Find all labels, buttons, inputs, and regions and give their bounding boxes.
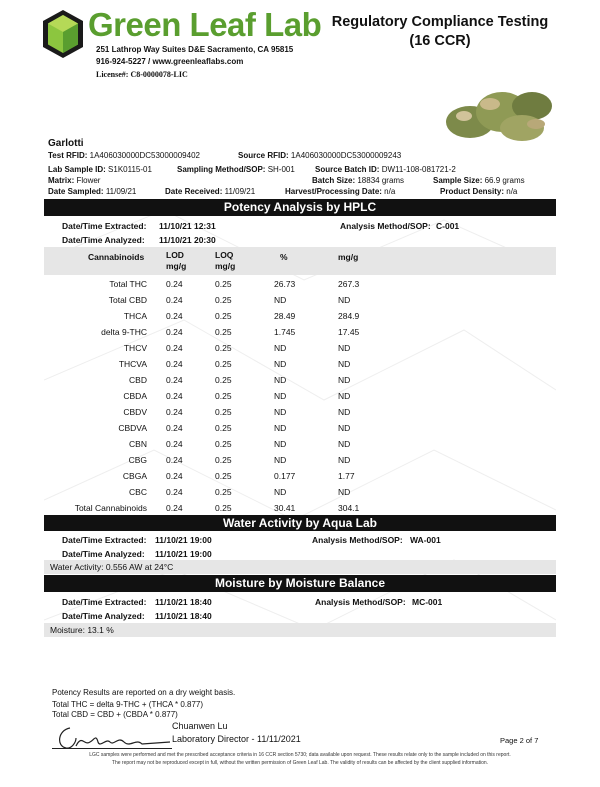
moisture-section-title: Moisture by Moisture Balance [44, 575, 556, 592]
cell-name: Total CBD [108, 295, 147, 305]
total-thc-formula: Total THC = delta 9-THC + (THCA * 0.877) [52, 700, 204, 709]
moisture-extracted-value: 11/10/21 18:40 [155, 597, 212, 607]
table-row [44, 420, 556, 436]
table-row [44, 340, 556, 356]
cell-name: Total Cannabinoids [74, 503, 147, 513]
cell-mgg: ND [338, 375, 351, 385]
cell-name: CBG [128, 455, 147, 465]
date-sampled: Date Sampled: 11/09/21 [48, 187, 137, 196]
cell-loq: 0.25 [215, 327, 232, 337]
table-row [44, 404, 556, 420]
moisture-method-label: Analysis Method/SOP: [315, 597, 406, 607]
potency-method-value: C-001 [436, 221, 460, 231]
page-number: Page 2 of 7 [500, 736, 539, 745]
table-row [44, 484, 556, 500]
cell-pct: ND [274, 407, 287, 417]
disclaimer-line1: LGC samples were performed and met the prescribed acceptance criteria in 16 CCR section 5730; data available upon request. These results relate only to the sample included on this report. [89, 752, 511, 758]
table-row [44, 452, 556, 468]
cell-pct: 1.745 [274, 327, 296, 337]
cell-loq: 0.25 [215, 311, 232, 321]
cell-lod: 0.24 [166, 471, 183, 481]
col-percent: % [280, 252, 288, 262]
cell-name: CBDA [123, 391, 147, 401]
water-extracted-label: Date/Time Extracted: [62, 535, 147, 545]
cell-mgg: ND [338, 295, 351, 305]
col-loq: LOQ [215, 250, 234, 260]
potency-section-title: Potency Analysis by HPLC [44, 199, 556, 216]
cell-loq: 0.25 [215, 279, 232, 289]
table-row [44, 292, 556, 308]
lab-sample-id: Lab Sample ID: S1K0115-01 [48, 165, 152, 174]
table-row [44, 356, 556, 372]
moisture-analyzed-label: Date/Time Analyzed: [62, 611, 145, 621]
signature-line [52, 748, 172, 749]
cell-mgg: 267.3 [338, 279, 360, 289]
cell-name: CBD [129, 375, 147, 385]
dry-weight-note: Potency Results are reported on a dry weight basis. [52, 688, 236, 697]
water-analyzed-value: 11/10/21 19:00 [155, 549, 212, 559]
cell-lod: 0.24 [166, 407, 183, 417]
cell-name: CBGA [122, 471, 147, 481]
cell-lod: 0.24 [166, 487, 183, 497]
total-cbd-formula: Total CBD = CBD + (CBDA * 0.877) [52, 710, 178, 719]
moisture-extracted-label: Date/Time Extracted: [62, 597, 147, 607]
cell-loq: 0.25 [215, 455, 232, 465]
potency-analyzed-value: 11/10/21 20:30 [159, 235, 216, 245]
water-analyzed-label: Date/Time Analyzed: [62, 549, 145, 559]
logo-hexagon-icon [43, 10, 83, 58]
product-density: Product Density: n/a [440, 187, 518, 196]
table-row [44, 436, 556, 452]
table-row [44, 324, 556, 340]
cell-pct: ND [274, 439, 287, 449]
potency-analyzed-label: Date/Time Analyzed: [62, 235, 145, 245]
cell-name: THCV [123, 343, 147, 353]
cell-mgg: ND [338, 391, 351, 401]
cell-lod: 0.24 [166, 327, 183, 337]
potency-extracted-value: 11/10/21 12:31 [159, 221, 216, 231]
cell-loq: 0.25 [215, 503, 232, 513]
cell-pct: ND [274, 423, 287, 433]
cell-lod: 0.24 [166, 375, 183, 385]
harvest-date: Harvest/Processing Date: n/a [285, 187, 396, 196]
moisture-analyzed-value: 11/10/21 18:40 [155, 611, 212, 621]
col-loq-unit: mg/g [215, 261, 236, 271]
signer-title: Laboratory Director - 11/11/2021 [172, 734, 301, 744]
cell-lod: 0.24 [166, 311, 183, 321]
cell-pct: 26.73 [274, 279, 296, 289]
cell-name: CBDVA [118, 423, 147, 433]
cell-name: THCA [123, 311, 147, 321]
cell-mgg: ND [338, 343, 351, 353]
lab-license: License#: C8-0000078-LIC [96, 70, 188, 79]
table-row [44, 468, 556, 484]
water-method-value: WA-001 [410, 535, 441, 545]
cell-loq: 0.25 [215, 375, 232, 385]
sample-flower-image [440, 82, 556, 144]
cell-lod: 0.24 [166, 455, 183, 465]
potency-extracted-label: Date/Time Extracted: [62, 221, 147, 231]
cell-loq: 0.25 [215, 391, 232, 401]
cell-mgg: 304.1 [338, 503, 360, 513]
cell-name: Total THC [109, 279, 147, 289]
disclaimer-line2: The report may not be reproduced except in full, without the written permission of Green Leaf Lab. The validity of results can be affected by the client supplied information. [111, 760, 489, 766]
cell-mgg: 284.9 [338, 311, 360, 321]
cell-mgg: ND [338, 359, 351, 369]
cell-loq: 0.25 [215, 487, 232, 497]
col-lod: LOD [166, 250, 184, 260]
cell-pct: ND [274, 455, 287, 465]
cell-name: CBDV [123, 407, 147, 417]
cell-pct: 28.49 [274, 311, 296, 321]
cell-mgg: ND [338, 407, 351, 417]
sampling-method: Sampling Method/SOP: SH-001 [177, 165, 295, 174]
cell-loq: 0.25 [215, 423, 232, 433]
col-lod-unit: mg/g [166, 261, 187, 271]
lab-address: 251 Lathrop Way Suites D&E Sacramento, CA 95815 [96, 45, 294, 54]
cell-lod: 0.24 [166, 391, 183, 401]
cell-pct: ND [274, 359, 287, 369]
table-row [44, 388, 556, 404]
test-rfid: Test RFID: 1A406030000DC53000009402 [48, 151, 200, 160]
cell-mgg: ND [338, 455, 351, 465]
cell-pct: ND [274, 375, 287, 385]
source-batch-id: Source Batch ID: DW11-108-081721-2 [315, 165, 456, 174]
source-rfid: Source RFID: 1A406030000DC53000009243 [238, 151, 402, 160]
table-row [44, 500, 556, 516]
cell-lod: 0.24 [166, 279, 183, 289]
date-received: Date Received: 11/09/21 [165, 187, 256, 196]
lab-name: Green Leaf Lab [88, 6, 322, 43]
water-activity-result: Water Activity: 0.556 AW at 24°C [44, 560, 556, 574]
water-method-label: Analysis Method/SOP: [312, 535, 403, 545]
cell-loq: 0.25 [215, 359, 232, 369]
sample-name: Garlotti [48, 138, 84, 149]
cell-pct: 30.41 [274, 503, 296, 513]
signer-name: Chuanwen Lu [172, 721, 228, 731]
potency-method-label: Analysis Method/SOP: [340, 221, 431, 231]
cell-loq: 0.25 [215, 471, 232, 481]
col-mgg: mg/g [338, 252, 359, 262]
cell-lod: 0.24 [166, 423, 183, 433]
cell-lod: 0.24 [166, 343, 183, 353]
lab-contact: 916-924-5227 / www.greenleaflabs.com [96, 57, 244, 66]
table-row [44, 276, 556, 292]
cell-pct: ND [274, 487, 287, 497]
cell-pct: ND [274, 391, 287, 401]
report-title: Regulatory Compliance Testing [331, 14, 549, 30]
cell-lod: 0.24 [166, 503, 183, 513]
matrix: Matrix: Flower [48, 176, 101, 185]
water-extracted-value: 11/10/21 19:00 [155, 535, 212, 545]
water-section-title: Water Activity by Aqua Lab [44, 515, 556, 531]
potency-table-header [44, 247, 556, 275]
report-subtitle: (16 CCR) [409, 33, 471, 49]
cell-mgg: 1.77 [338, 471, 355, 481]
cell-pct: ND [274, 343, 287, 353]
cell-name: delta 9-THC [101, 327, 147, 337]
col-cannabinoids: Cannabinoids [88, 252, 145, 262]
cell-mgg: 17.45 [338, 327, 360, 337]
cell-lod: 0.24 [166, 359, 183, 369]
table-row [44, 308, 556, 324]
cell-lod: 0.24 [166, 439, 183, 449]
cell-pct: 0.177 [274, 471, 296, 481]
cell-loq: 0.25 [215, 407, 232, 417]
cell-mgg: ND [338, 487, 351, 497]
cell-loq: 0.25 [215, 343, 232, 353]
cell-name: THCVA [118, 359, 147, 369]
cell-lod: 0.24 [166, 295, 183, 305]
cell-loq: 0.25 [215, 295, 232, 305]
cell-pct: ND [274, 295, 287, 305]
cell-name: CBN [129, 439, 147, 449]
table-row [44, 372, 556, 388]
cell-mgg: ND [338, 439, 351, 449]
cell-name: CBC [129, 487, 147, 497]
sample-size: Sample Size: 66.9 grams [433, 176, 525, 185]
cell-mgg: ND [338, 423, 351, 433]
cell-loq: 0.25 [215, 439, 232, 449]
moisture-result: Moisture: 13.1 % [44, 623, 556, 637]
moisture-method-value: MC-001 [412, 597, 443, 607]
batch-size: Batch Size: 18834 grams [312, 176, 405, 185]
